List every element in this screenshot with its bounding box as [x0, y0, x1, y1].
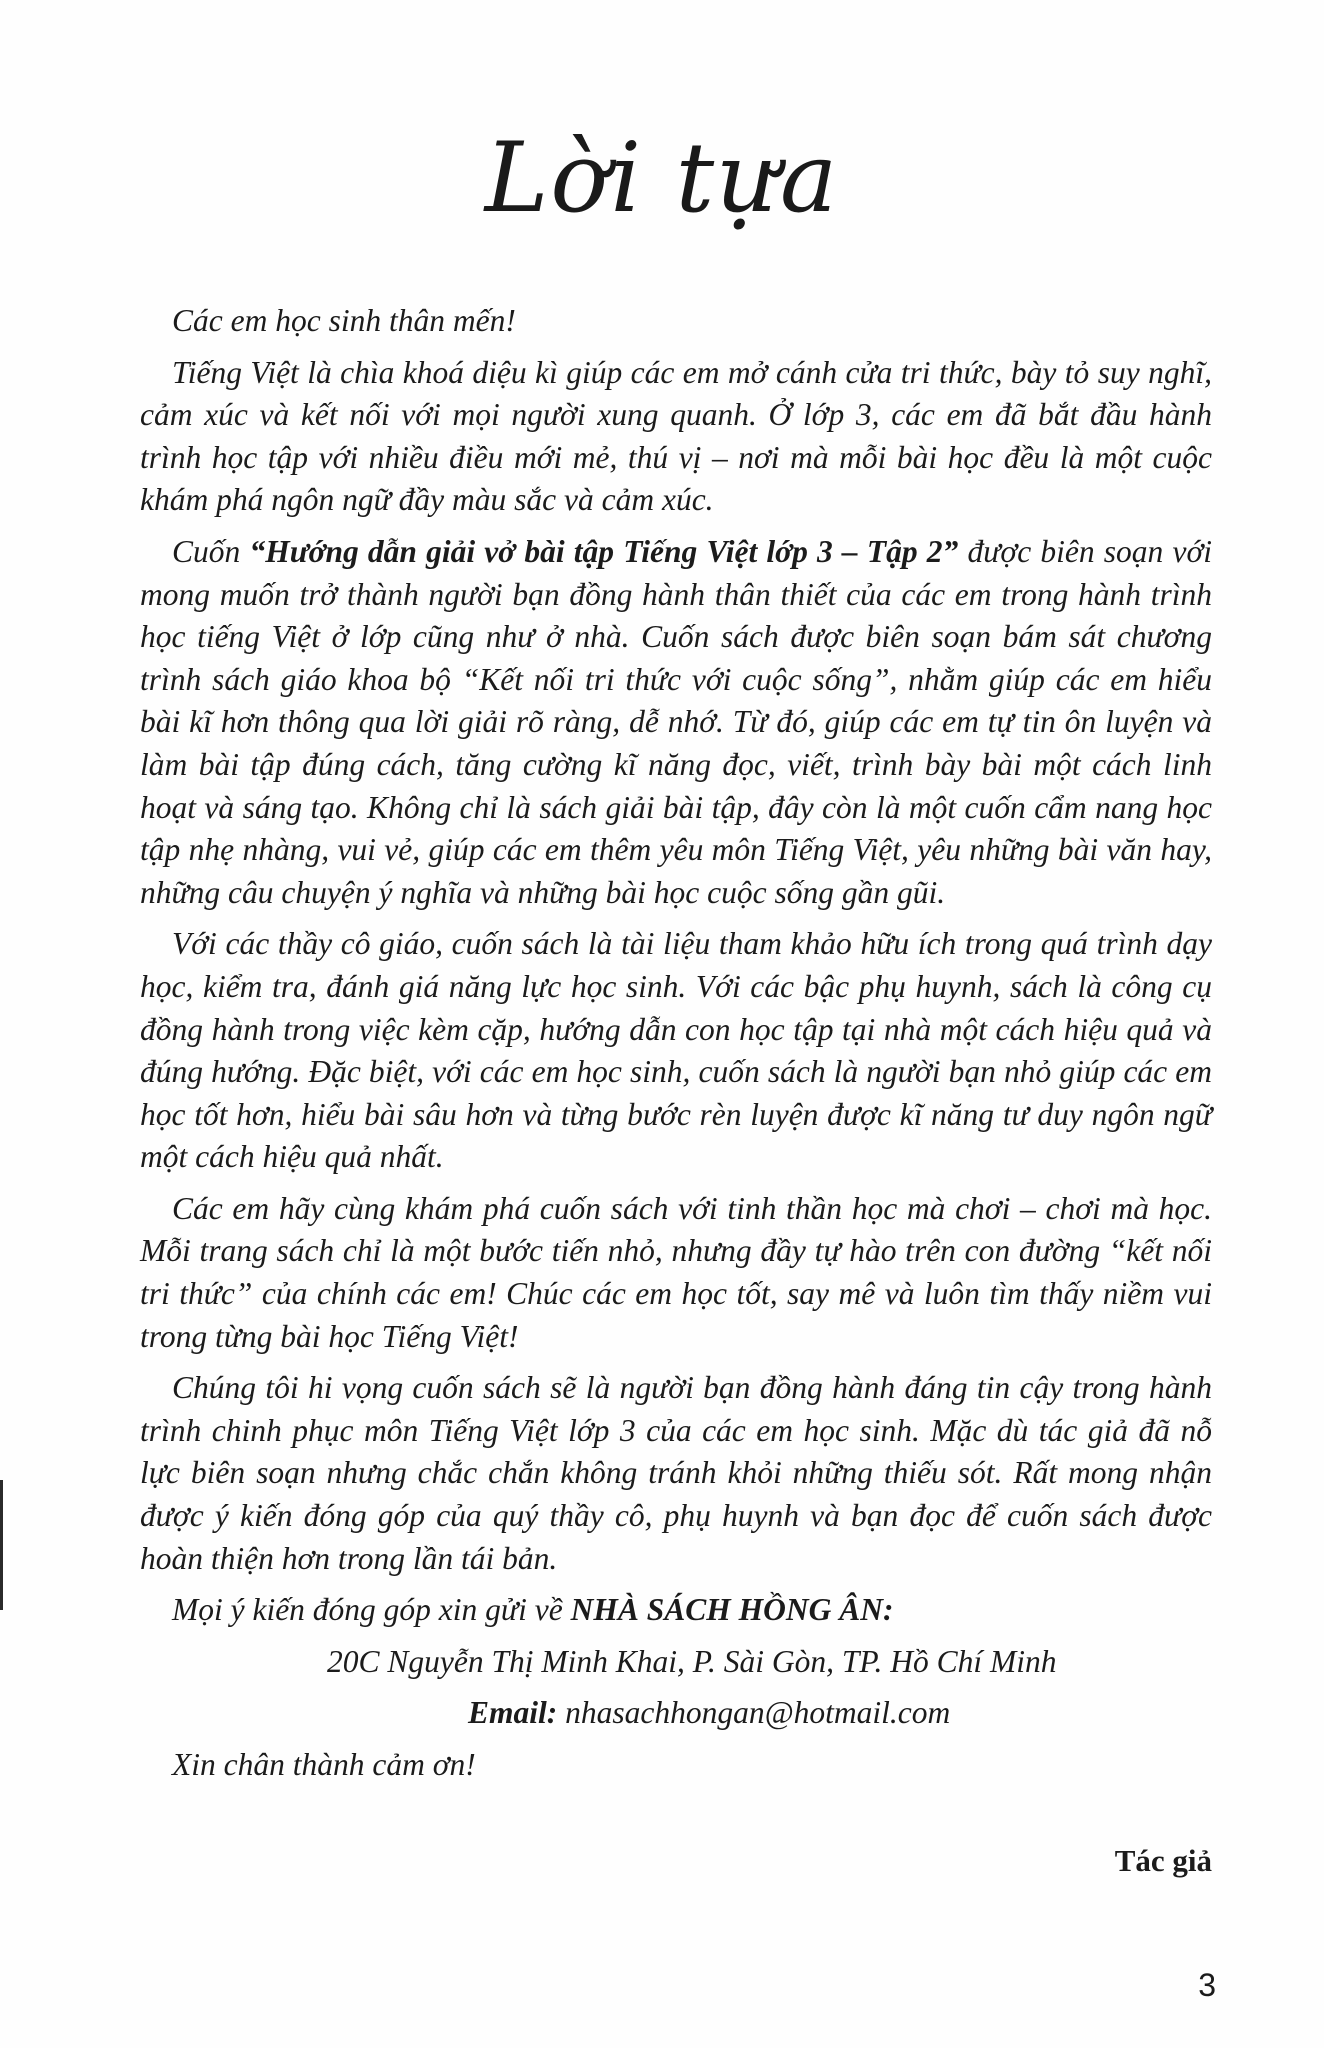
author-signature: Tác giả	[1114, 1843, 1212, 1878]
paragraph-4: Các em hãy cùng khám phá cuốn sách với tinh thần học mà chơi – chơi mà học. Mỗi trang sách chỉ là một bước tiến nhỏ, nhưng đầy tự hào trên con đường “kết nối tri thức” của chính các em! Chúc các em học tốt, say mê và luôn tìm thấy niềm vui trong từng bài học Tiếng Việt!	[140, 1190, 1212, 1354]
page-title: Lời tựa	[484, 122, 840, 234]
book-title: “Hướng dẫn giải vở bài tập Tiếng Việt lớp 3 – Tập 2”	[249, 533, 959, 569]
publisher-name: NHÀ SÁCH HỒNG ÂN:	[570, 1592, 894, 1628]
preface-body	[140, 300, 1212, 1787]
page-number: 3	[1198, 1967, 1216, 2003]
email-label: Email:	[468, 1695, 558, 1731]
paragraph-2-rest: được biên soạn với mong muốn trở thành người bạn đồng hành thân thiết của các em trong hành trình học tiếng Việt ở lớp cũng như ở nhà. Cuốn sách được biên soạn bám sát chương trình sách giáo khoa bộ “Kết nối tri thức với cuộc sống”, nhằm giúp các em hiểu bài kĩ hơn thông qua lời giải rõ ràng, dễ nhớ. Từ đó, giúp các em tự tin ôn luyện và làm bài tập đúng cách, tăng cường kĩ năng đọc, viết, trình bày bài một cách linh hoạt và sáng tạo. Không chỉ là sách giải bài tập, đây còn là một cuốn cẩm nang học tập nhẹ nhàng, vui vẻ, giúp các em thêm yêu môn Tiếng Việt, yêu những bài văn hay, những câu chuyện ý nghĩa và những bài học cuộc sống gần gũi.	[140, 533, 1213, 910]
paragraph-2	[140, 531, 1212, 914]
paragraph-1: Tiếng Việt là chìa khoá diệu kì giúp các em mở cánh cửa tri thức, bày tỏ suy nghĩ, cảm xúc và kết nối với mọi người xung quanh. Ở lớp 3, các em đã bắt đầu hành trình học tập với nhiều điều mới mẻ, thú vị – nơi mà mỗi bài học đều là một cuộc khám phá ngôn ngữ đầy màu sắc và cảm xúc.	[140, 354, 1212, 518]
contact-line	[140, 1589, 1212, 1632]
publisher-address: 20C Nguyễn Thị Minh Khai, P. Sài Gòn, TP. Hồ Chí Minh	[327, 1643, 1057, 1679]
thanks-line: Xin chân thành cảm ơn!	[172, 1747, 476, 1782]
contact-intro: Mọi ý kiến đóng góp xin gửi về	[172, 1592, 571, 1628]
greeting: Các em học sinh thân mến!	[172, 303, 516, 338]
paragraph-2-intro: Cuốn	[172, 533, 250, 569]
paragraph-3: Với các thầy cô giáo, cuốn sách là tài liệu tham khảo hữu ích trong quá trình dạy học, kiểm tra, đánh giá năng lực học sinh. Với các bậc phụ huynh, sách là công cụ đồng hành trong việc kèm cặp, hướng dẫn con học tập tại nhà một cách hiệu quả và đúng hướng. Đặc biệt, với các em học sinh, cuốn sách là người bạn nhỏ giúp các em học tốt hơn, hiểu bài sâu hơn và từng bước rèn luyện được kĩ năng tư duy ngôn ngữ một cách hiệu quả nhất.	[140, 926, 1212, 1175]
email-address: nhasachhongan@hotmail.com	[557, 1695, 951, 1731]
paragraph-5: Chúng tôi hi vọng cuốn sách sẽ là người bạn đồng hành đáng tin cậy trong hành trình chinh phục môn Tiếng Việt lớp 3 của các em học sinh. Mặc dù tác giả đã nỗ lực biên soạn nhưng chắc chắn không tránh khỏi những thiếu sót. Rất mong nhận được ý kiến đóng góp của quý thầy cô, phụ huynh và bạn đọc để cuốn sách được hoàn thiện hơn trong lần tái bản.	[140, 1370, 1212, 1576]
scan-edge-mark	[0, 1480, 3, 1610]
email-line	[140, 1692, 1212, 1735]
